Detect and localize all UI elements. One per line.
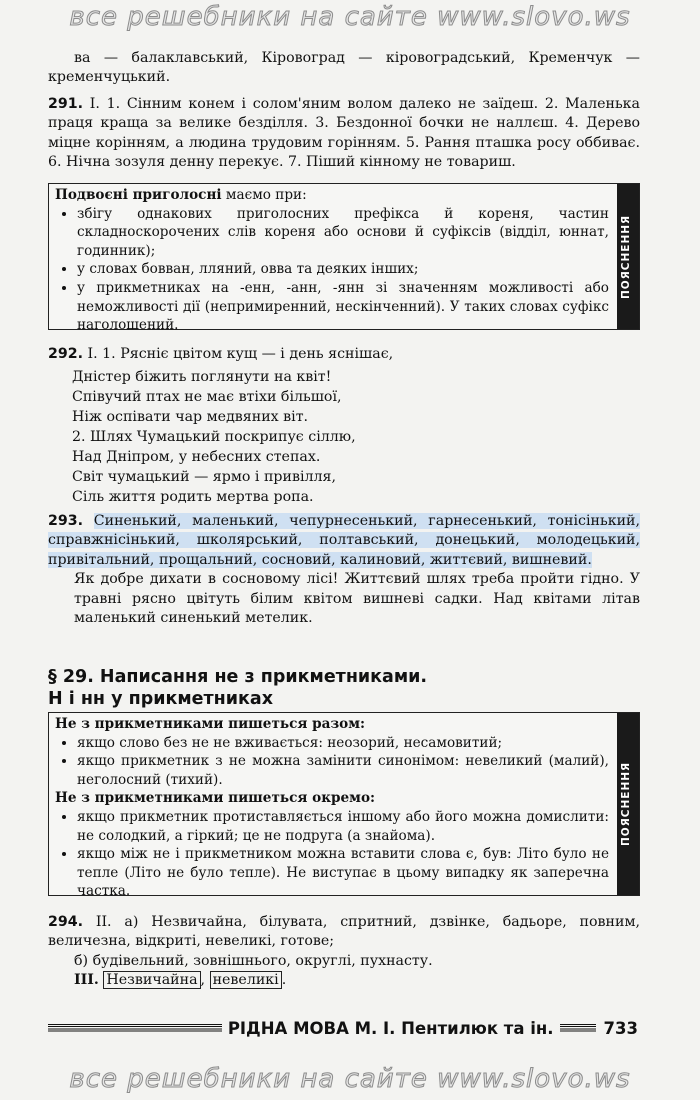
side-tab-label: ПОЯСНЕННЯ [617,184,639,329]
exercise-sentences: Як добре дихати в сосновому лісі! Життєвий шлях треба пройти гідно. У травні рясно цвітуть білим квітом вишневі садки. Над квітами літав маленький синенький метелик. [74,571,640,627]
poem-line: 2. Шлях Чумацький поскрипує сіллю, [72,429,356,445]
exercise-292 [48,345,640,364]
paragraph-intro: ва — балаклавський, Кіровоград — кіровоградський, Кременчук — кременчуцький. [48,50,640,86]
rule-item: • збігу однакових приголосних префікса й кореня, частин складноскорочених слів кореня або основи й суфіксів (відділ, юннат, годинник); [77,205,609,261]
footer-rule-left [48,1024,222,1033]
rule-list [55,734,609,790]
exercise-294 [48,913,640,991]
poem-line: Ніж оспівати чар медвяних віт. [72,409,309,425]
exercise-291 [48,95,640,173]
poem-line: Сіль життя родить мертва ропа. [72,489,314,505]
underlined-word: невеликі [210,971,282,989]
box-heading: Не з прикметниками пишеться окремо: [55,790,376,807]
box-heading: Подвоєні приголосні маємо при: [55,187,307,203]
page-footer [48,1016,638,1040]
page-number: 733 [603,1018,638,1038]
exercise-number: 293. [48,513,84,529]
footer-rule-right [560,1024,596,1033]
poem-line: Дністер біжить поглянути на квіт! [72,369,332,385]
exercise-text: I. 1. Сінним конем і солом'яним волом далеко не заїдеш. 2. Маленька праця краща за велике безділля. 3. Бездонної бочки не наллєш. 4. Дерево міцне корінням, а людина трудовим горінням. 5. Рання пташка росу оббиває. 6. Нічна зозуля денну перекує. 7. Піший кінному не товариш. [48,96,641,171]
section-title: § 29. Написання не з прикметниками. [48,667,428,687]
poem-line: Співучий птах не має втіхи більшої, [72,389,342,405]
poem-first-line: I. 1. Рясніє цвітом кущ — і день яснішає, [87,346,394,362]
exercise-293 [48,512,640,628]
book-title: РІДНА МОВА М. І. Пентилюк та ін. [227,1018,554,1038]
rule-item: • якщо прикметник протиставляється іншому або його можна домислити: не солодкий, а гіркий; це не подруга (а знайома). [77,808,609,845]
rule-item: • якщо прикметник з не можна замінити синонімом: невеликий (малий), неголосний (тихий). [77,752,609,789]
rule-list [55,205,609,335]
adjective-list: Синенький, маленький, чепурнесенький, гарнесенький, тонісінький, справжнісінький, школярський, полтавський, донецький, молодецький, привітальний, прощальний, сосновий, калиновий, життєвий, вишневий. [48,513,641,568]
poem-line: Над Дніпром, у небесних степах. [72,449,321,465]
poem-stanza-2 [72,427,356,507]
watermark-top: все решебники на сайте www.slovo.ws [69,2,631,32]
rule-list [55,808,609,901]
side-tab-label: ПОЯСНЕННЯ [617,713,639,895]
poem-stanza-1 [72,367,342,427]
exercise-part-c: III. Незвичайна , невеликі . [74,972,287,989]
explanation-box-ne-with-adjectives [48,712,640,900]
box-heading: Не з прикметниками пишеться разом: [55,716,366,732]
underlined-word: Незвичайна [103,971,200,989]
poem-line: Світ чумацький — ярмо і привілля, [72,469,336,485]
rule-item: • у прикметниках на -енн, -анн, -янн зі значенням можливості або неможливості дії (непримиренний, нескінченний). У таких словах суфікс наголошений. [77,279,609,335]
rule-item: • якщо між не і прикметником можна вставити слова є, був: Літо було не тепле (Літо не було тепле). Не виступає в цьому випадку як заперечна частка. [77,845,609,901]
exercise-number: 291. [48,96,84,112]
explanation-box-doubled-consonants [48,183,640,334]
exercise-number: 294. [48,914,84,930]
watermark-bottom: все решебники на сайте www.slovo.ws [69,1064,631,1094]
exercise-part-a: II. а) Незвичайна, білувата, спритний, дзвінке, бадьоре, повним, величезна, відкриті, невеликі, готове; [48,914,640,950]
section-subtitle: Н і нн у прикметниках [48,689,274,709]
exercise-part-b: б) будівельний, зовнішнього, округлі, пухнасту. [74,952,433,969]
rule-item: • у словах бовван, лляний, овва та деяких інших; [77,260,609,279]
exercise-number: 292. [48,346,84,362]
rule-item: • якщо слово без не не вживається: неозорий, несамовитий; [77,734,609,753]
